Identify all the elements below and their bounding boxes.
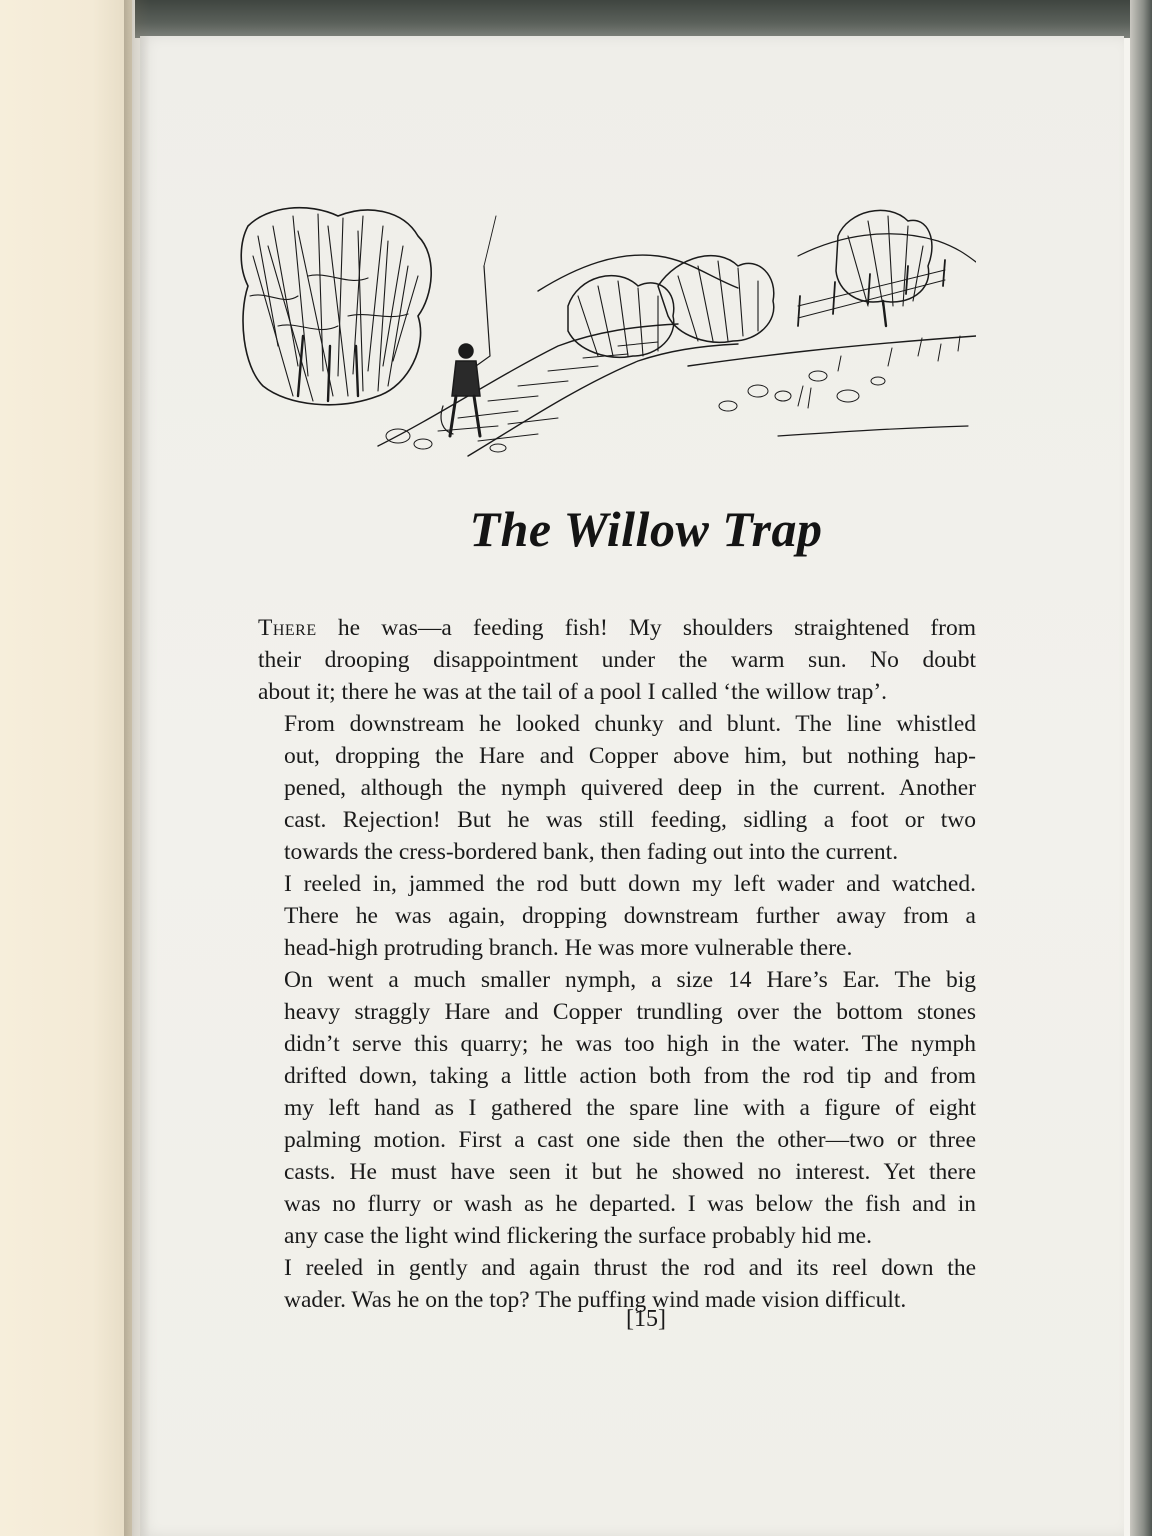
text-line: casts. He must have seen it but he showed no interest. Yet there [284,1159,976,1185]
text-line: I reeled in, jammed the rod butt down my left wader and watched. [284,871,976,897]
paragraph-3 [258,868,976,964]
text-line: their drooping disappointment under the warm sun. No doubt [258,647,976,673]
paragraph-1 [258,612,976,708]
text-line: I reeled in gently and again thrust the rod and its reel down the [284,1255,976,1281]
chapter-title: The Willow Trap [469,501,823,557]
page-number: [15] [626,1306,666,1332]
text-line: head-high protruding branch. He was more vulnerable there. [284,935,853,961]
book-cover-edge-top [135,0,1152,38]
text-line: drifted down, taking a little action both from the rod tip and from [284,1063,976,1089]
text-line: my left hand as I gathered the spare line with a figure of eight [284,1095,976,1121]
opening-word: There [258,615,317,641]
text-line: didn’t serve this quarry; he was too high in the water. The nymph [284,1031,976,1057]
text-line: From downstream he looked chunky and blunt. The line whistled [284,711,976,737]
text-line: heavy straggly Hare and Copper trundling over the bottom stones [284,999,976,1025]
text-line: pened, although the nymph quivered deep in the current. Another [284,775,976,801]
text-line: out, dropping the Hare and Copper above him, but nothing hap- [284,743,976,769]
chapter-body [258,612,976,1316]
facing-page [0,0,132,1536]
text-line: There he was again, dropping downstream further away from a [284,903,976,929]
text-line: about it; there he was at the tail of a pool I called ‘the willow trap’. [258,679,888,705]
text-line: cast. Rejection! But he was still feeding, sidling a foot or two [284,807,976,833]
text-line: was no flurry or wash as he departed. I was below the fish and in [284,1191,976,1217]
chapter-illustration [238,196,976,462]
paragraph-4 [258,964,976,1252]
text-line: palming motion. First a cast one side then the other—two or three [284,1127,976,1153]
text-line: On went a much smaller nymph, a size 14 Hare’s Ear. The big [284,967,976,993]
text-line: towards the cress-bordered bank, then fading out into the current. [284,839,899,865]
text-line: any case the light wind flickering the surface probably hid me. [284,1223,872,1249]
paragraph-2 [258,708,976,868]
text-line: wader. Was he on the top? The puffing wind made vision difficult. [284,1287,907,1313]
text-line: There he was—a feeding fish! My shoulders straightened from [258,615,976,641]
